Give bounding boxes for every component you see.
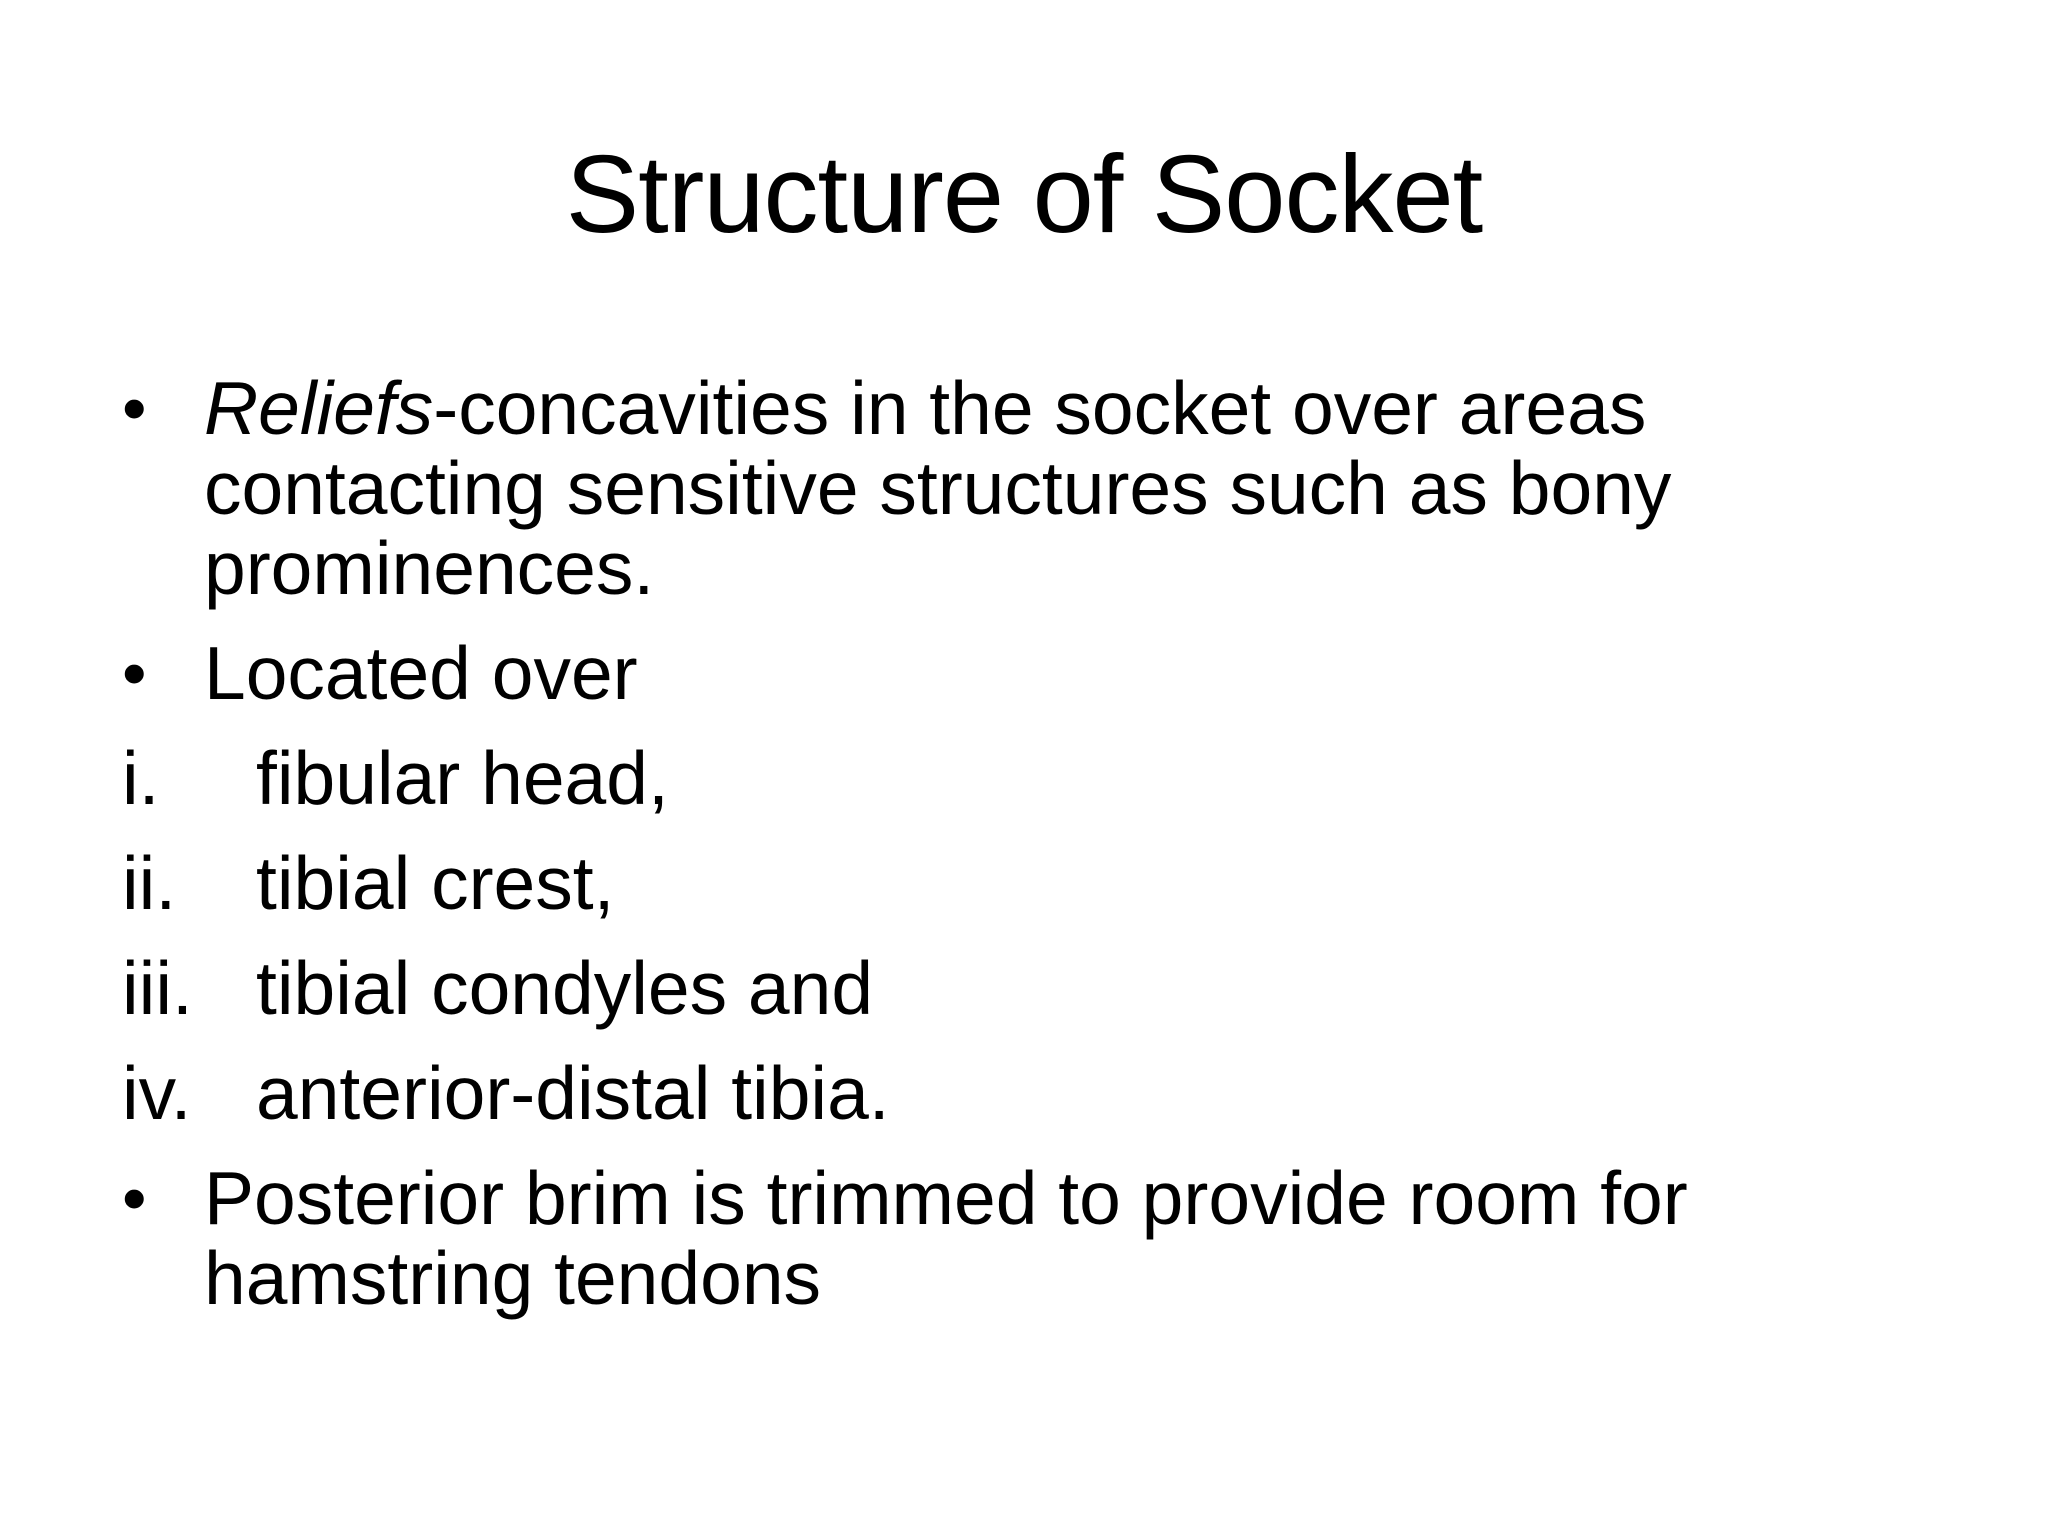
roman-item-anterior-distal-tibia	[122, 1053, 1982, 1133]
emphasized-term: Reliefs	[204, 366, 434, 450]
roman-marker: ii.	[122, 841, 177, 925]
bullet-text: Posterior brim is trimmed to provide room for hamstring tendons	[204, 1156, 1688, 1320]
bullet-item-posterior-brim	[122, 1158, 1982, 1318]
roman-marker: i.	[122, 736, 160, 820]
roman-item-tibial-condyles	[122, 948, 1982, 1028]
slide-title: Structure of Socket	[565, 133, 1483, 256]
bullet-item-located-over	[122, 633, 1982, 713]
bullet-text	[204, 368, 1982, 608]
bullet-marker: •	[122, 634, 147, 712]
bullet-marker: •	[122, 1159, 147, 1237]
bullet-item-reliefs	[122, 368, 1982, 608]
bullet-text: Located over	[204, 631, 638, 715]
roman-text: tibial crest,	[256, 841, 615, 925]
roman-item-tibial-crest	[122, 843, 1982, 923]
roman-text: fibular head,	[256, 736, 669, 820]
roman-text: anterior-distal tibia.	[256, 1051, 890, 1135]
roman-marker: iv.	[122, 1051, 192, 1135]
roman-text: tibial condyles and	[256, 946, 874, 1030]
roman-item-fibular-head	[122, 738, 1982, 818]
bullet-text-rest: -concavities in the socket over areas contacting sensitive structures such as bony prominences.	[204, 366, 1672, 610]
bullet-marker: •	[122, 369, 147, 447]
slide-body	[122, 368, 1982, 1318]
roman-marker: iii.	[122, 946, 193, 1030]
